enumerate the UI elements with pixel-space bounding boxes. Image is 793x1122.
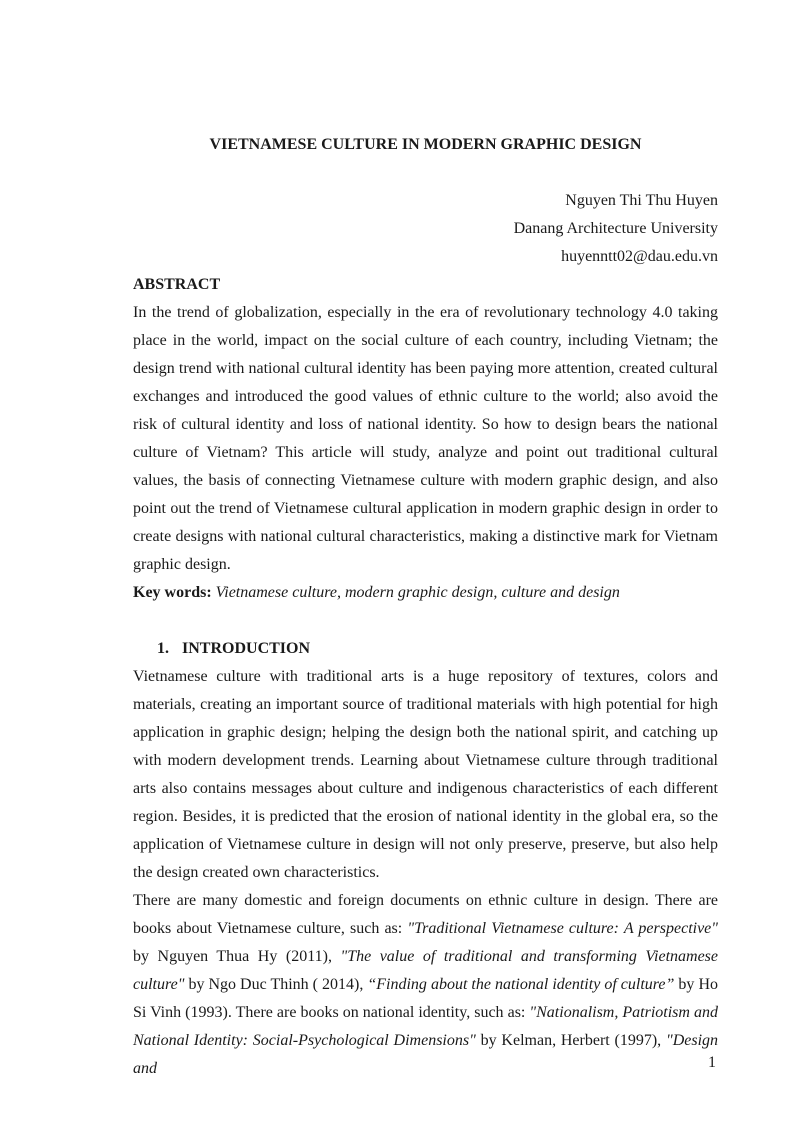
intro-paragraph-2: There are many domestic and foreign documents on ethnic culture in design. There are books about Vietnamese culture, such as: "Traditional Vietnamese culture: A perspective" by Nguyen Thua Hy (2011), "The value of traditional and transforming Vietnamese culture" by Ngo Duc Thinh ( 2014), “Finding about the national identity of culture” by Ho Si Vinh (1993). There are books on national identity, such as: "Nationalism, Patriotism and National Identity: Social-Psychological Dimensions" by Kelman, Herbert (1997), "Design and [133,892,719,1077]
author-email: huyenntt02@dau.edu.vn [561,248,718,265]
page-number: 1 [708,1054,716,1071]
intro-paragraph-1: Vietnamese culture with traditional arts is a huge repository of textures, colors and materials, creating an important source of traditional materials with high potential for high application in graphic design; helping the design both the national spirit, and catching up with modern development trends. Learning about Vietnamese culture through traditional arts also contains messages about culture and indigenous characteristics of each different region. Besides, it is predicted that the erosion of national identity in the global era, so the application of Vietnamese culture in design will not only preserve, preserve, but also help the design created own characteristics. [133,668,718,881]
keywords-line [133,579,718,607]
section-title: INTRODUCTION [182,640,311,657]
author-name: Nguyen Thi Thu Huyen [565,192,718,209]
keywords-text: Vietnamese culture, modern graphic design, culture and design [211,584,620,601]
author-block [133,187,718,271]
abstract-body: In the trend of globalization, especially in the era of revolutionary technology 4.0 taking place in the world, impact on the social culture of each country, including Vietnam; the design trend with national cultural identity has been paying more attention, created cultural exchanges and introduced the good values of ethnic culture to the world; also avoid the risk of cultural identity and loss of national identity. So how to design bears the national culture of Vietnam? This article will study, analyze and point out traditional cultural values, the basis of connecting Vietnamese culture with modern graphic design, and also point out the trend of Vietnamese cultural application in modern graphic design in order to create designs with national cultural characteristics, making a distinctive mark for Vietnam graphic design. [133,304,718,573]
abstract-heading: ABSTRACT [133,276,221,293]
keywords-label: Key words: [133,584,212,601]
paper-title: VIETNAMESE CULTURE IN MODERN GRAPHIC DESIGN [209,136,642,153]
page-content [133,131,718,1083]
section-heading-introduction [133,635,718,663]
author-affiliation: Danang Architecture University [513,220,718,237]
section-number: 1. [157,640,169,657]
